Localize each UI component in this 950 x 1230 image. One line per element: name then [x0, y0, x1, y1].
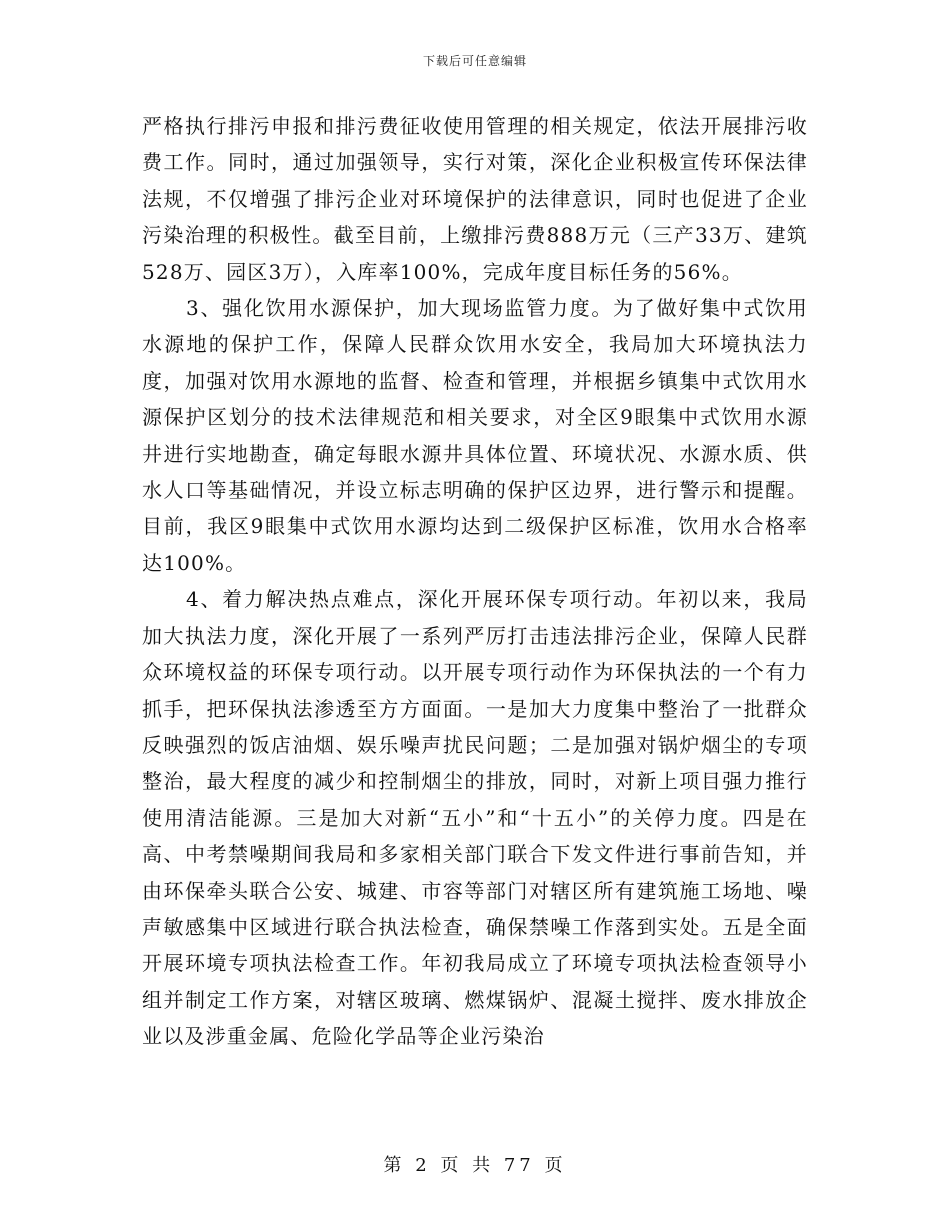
page-footer: 第 2 页 共 77 页: [383, 1155, 567, 1176]
paragraph-continuation: 严格执行排污申报和排污费征收使用管理的相关规定，依法开展排污收费工作。同时，通过加强领导，实行对策，深化企业积极宣传环保法律法规，不仅增强了排污企业对环境保护的法律意识，同时也促进了企业污染治理的积极性。截至目前，上缴排污费888万元（三产33万、建筑528万、园区3万），入库率100%，完成年度目标任务的56%。: [142, 114, 808, 284]
paragraph-item-3: 3、强化饮用水源保护，加大现场监管力度。为了做好集中式饮用水源地的保护工作，保障人民群众饮用水安全，我局加大环境执法力度，加强对饮用水源地的监督、检查和管理，并根据乡镇集中式饮用水源保护区划分的技术法律规范和相关要求，对全区9眼集中式饮用水源井进行实地勘查，确定每眼水源井具体位置、环境状况、水源水质、供水人口等基础情况，并设立标志明确的保护区边界，进行警示和提醒。目前，我区9眼集中式饮用水源均达到二级保护区标准，饮用水合格率达100%。: [142, 296, 808, 575]
document-body: [142, 108, 808, 1055]
paragraph-item-4: 4、着力解决热点难点，深化开展环保专项行动。年初以来，我局加大执法力度，深化开展了一系列严厉打击违法排污企业，保障人民群众环境权益的环保专项行动。以开展专项行动作为环保执法的一个有力抓手，把环保执法渗透至方方面面。一是加大力度集中整治了一批群众反映强烈的饭店油烟、娱乐噪声扰民问题；二是加强对锅炉烟尘的专项整治，最大程度的减少和控制烟尘的排放，同时，对新上项目强力推行使用清洁能源。三是加大对新“五小”和“十五小”的关停力度。四是在高、中考禁噪期间我局和多家相关部门联合下发文件进行事前告知，并由环保牵头联合公安、城建、市容等部门对辖区所有建筑施工场地、噪声敏感集中区域进行联合执法检查，确保禁噪工作落到实处。五是全面开展环境专项执法检查工作。年初我局成立了环境专项执法检查领导小组并制定工作方案，对辖区玻璃、燃煤锅炉、混凝土搅拌、废水排放企业以及涉重金属、危险化学品等企业污染治: [142, 587, 808, 1049]
page-header: 下载后可任意编辑: [422, 54, 527, 68]
